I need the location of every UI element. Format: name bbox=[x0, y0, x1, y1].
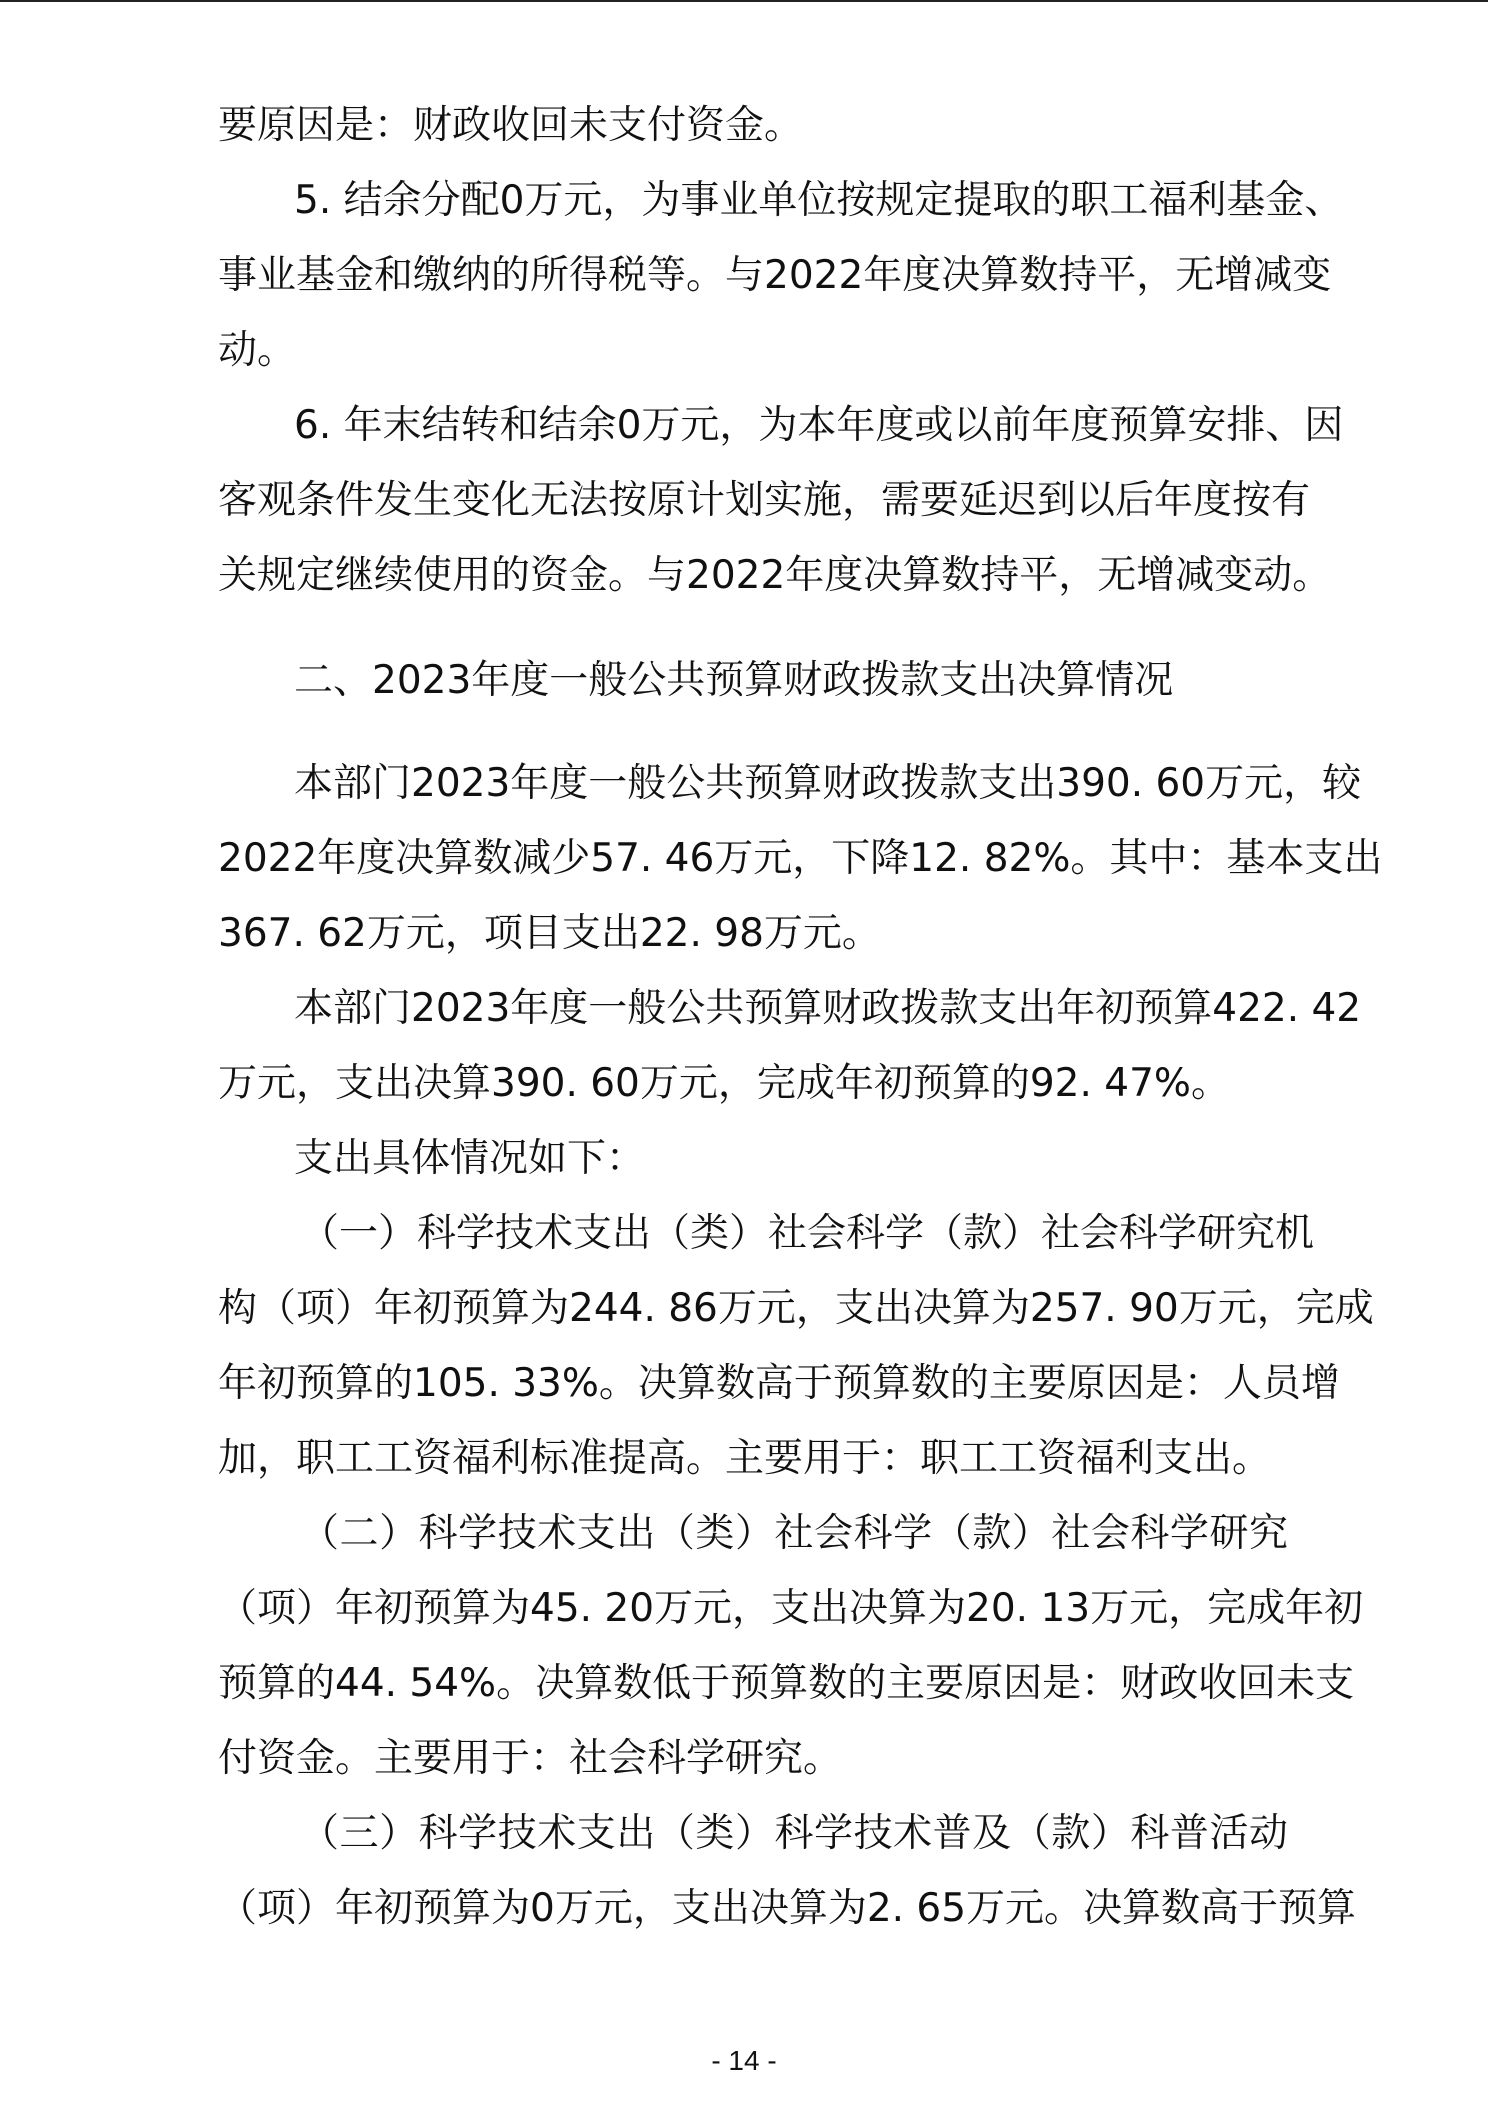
text-line: （二）科学技术支出（类）社会科学（款）社会科学研究 bbox=[300, 1511, 1288, 1556]
page-top-border bbox=[0, 0, 1488, 2]
text-line: 367. 62万元，项目支出22. 98万元。 bbox=[218, 911, 881, 956]
text-line: 动。 bbox=[218, 328, 297, 373]
text-line: 客观条件发生变化无法按原计划实施，需要延迟到以后年度按有 bbox=[218, 478, 1311, 523]
text-line: 6. 年末结转和结余0万元，为本年度或以前年度预算安排、因 bbox=[294, 403, 1344, 448]
text-line: 本部门2023年度一般公共预算财政拨款支出390. 60万元，较 bbox=[294, 761, 1362, 806]
text-line: 本部门2023年度一般公共预算财政拨款支出年初预算422. 42 bbox=[294, 986, 1362, 1031]
text-line: （项）年初预算为0万元，支出决算为2. 65万元。决算数高于预算 bbox=[218, 1886, 1357, 1931]
paragraph bbox=[218, 746, 1383, 971]
text-line: 2022年度决算数减少57. 46万元，下降12. 82%。其中：基本支出 bbox=[218, 836, 1383, 881]
text-line: 加，职工工资福利标准提高。主要用于：职工工资福利支出。 bbox=[218, 1436, 1272, 1481]
text-line: 构（项）年初预算为244. 86万元，支出决算为257. 90万元，完成 bbox=[218, 1286, 1374, 1331]
text-line: （一）科学技术支出（类）社会科学（款）社会科学研究机 bbox=[300, 1211, 1315, 1256]
text-line: 事业基金和缴纳的所得税等。与2022年度决算数持平，无增减变 bbox=[218, 253, 1332, 298]
text-line: 万元，支出决算390. 60万元，完成年初预算的92. 47%。 bbox=[218, 1061, 1230, 1106]
paragraph bbox=[218, 388, 1344, 613]
paragraph bbox=[218, 1121, 1288, 1196]
paragraph bbox=[218, 163, 1344, 388]
paragraph bbox=[218, 1496, 1364, 1796]
paragraph bbox=[218, 1196, 1374, 1496]
paragraph bbox=[218, 88, 1288, 163]
text-line: 付资金。主要用于：社会科学研究。 bbox=[218, 1736, 843, 1781]
text-line: 预算的44. 54%。决算数低于预算数的主要原因是：财政收回未支 bbox=[218, 1661, 1355, 1706]
text-line: 5. 结余分配0万元，为事业单位按规定提取的职工福利基金、 bbox=[294, 178, 1344, 223]
text-line: （三）科学技术支出（类）科学技术普及（款）科普活动 bbox=[300, 1811, 1288, 1856]
page-number: - 14 - bbox=[711, 2045, 777, 2076]
section-heading: 二、2023年度一般公共预算财政拨款支出决算情况 bbox=[294, 658, 1174, 703]
text-line: 要原因是：财政收回未支付资金。 bbox=[218, 103, 804, 148]
paragraph bbox=[218, 1796, 1357, 1946]
paragraph bbox=[218, 971, 1362, 1121]
text-line: 年初预算的105. 33%。决算数高于预算数的主要原因是：人员增 bbox=[218, 1361, 1340, 1406]
text-line: 关规定继续使用的资金。与2022年度决算数持平，无增减变动。 bbox=[218, 553, 1332, 598]
text-line: （项）年初预算为45. 20万元，支出决算为20. 13万元，完成年初 bbox=[218, 1586, 1364, 1631]
text-line: 支出具体情况如下： bbox=[294, 1136, 646, 1181]
document-page bbox=[218, 88, 1383, 1946]
